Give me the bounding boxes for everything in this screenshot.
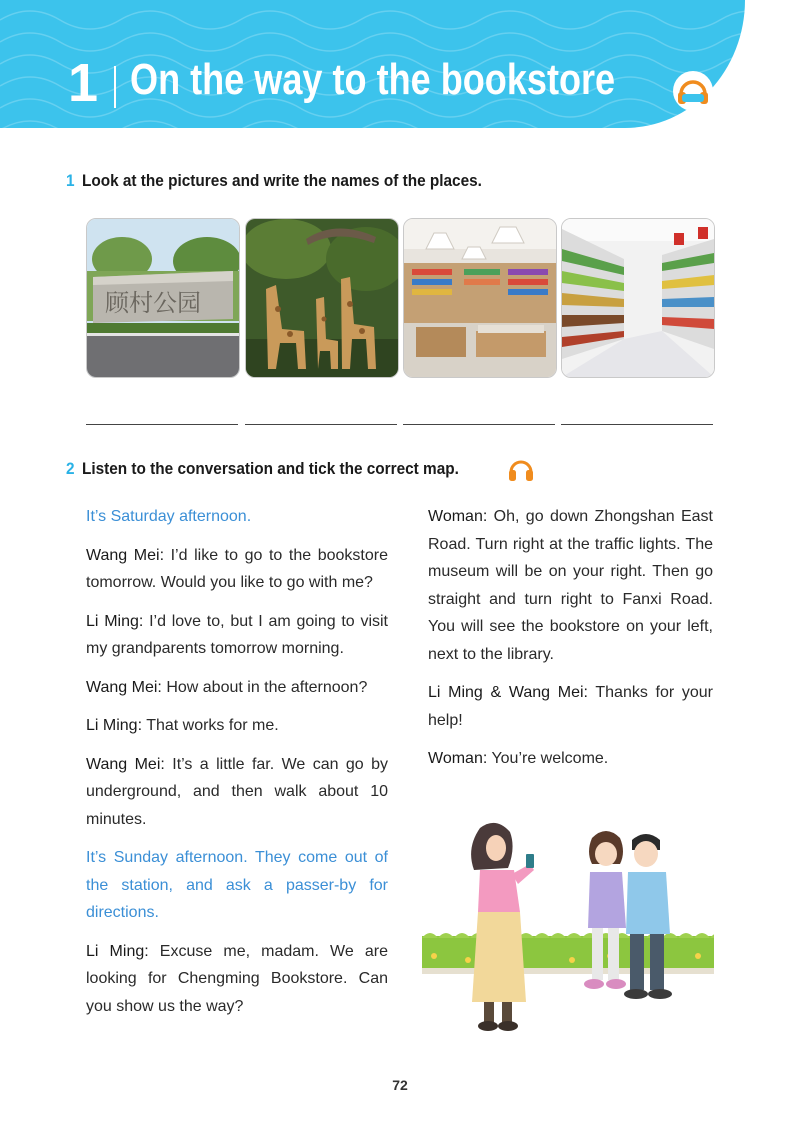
speaker-name: Li Ming: xyxy=(86,717,143,734)
zoo-giraffes-photo xyxy=(245,218,399,378)
dialogue-right-column xyxy=(428,503,713,784)
headphones-icon[interactable] xyxy=(507,456,535,487)
dialogue-line xyxy=(86,712,388,740)
answer-line-1[interactable] xyxy=(86,424,238,425)
speaker-name: Li Ming: xyxy=(86,942,149,960)
supermarket-aisle-photo xyxy=(561,218,715,378)
section-1-instruction: Look at the pictures and write the names of the places. xyxy=(81,172,482,190)
speaker-name: Li Ming & Wang Mei: xyxy=(428,684,588,701)
dialogue-left-column xyxy=(86,503,388,1031)
dialogue-text: It’s a little far. We can go by underground, and then walk about 10 minutes. xyxy=(86,755,389,828)
dialogue-line xyxy=(428,679,713,734)
section-1-heading xyxy=(66,173,482,190)
dialogue-line xyxy=(428,745,713,773)
headphones-icon[interactable] xyxy=(672,70,714,117)
section-2-number: 2 xyxy=(66,460,75,478)
page-title: On the way to the bookstore xyxy=(130,55,616,104)
dialogue-line xyxy=(428,503,713,668)
unit-number: 1 xyxy=(68,53,97,113)
dialogue-text: Excuse me, madam. We are looking for Chengming Bookstore. Can you show us the way? xyxy=(86,942,388,1015)
speaker-name: Wang Mei: xyxy=(86,678,162,696)
woman-and-two-children-illustration xyxy=(422,818,714,1043)
bookstore-interior-photo xyxy=(403,218,557,378)
dialogue-text: You’re welcome. xyxy=(487,750,609,767)
dialogue-text: Oh, go down Zhongshan East Road. Turn right at the traffic lights. The museum will be on your right. Then go straight and turn right to Fanxi Road. You will see the bookstore on your left, next to the library. xyxy=(428,508,713,663)
park-sign-text: 顾村公园 xyxy=(105,289,201,317)
dialogue-line xyxy=(86,608,388,663)
answer-line-2[interactable] xyxy=(245,424,397,425)
speaker-name: Li Ming: xyxy=(86,612,144,630)
section-2-heading xyxy=(66,461,459,478)
answer-line-3[interactable] xyxy=(403,424,555,425)
speaker-name: Wang Mei: xyxy=(86,546,165,564)
narration: It’s Saturday afternoon. xyxy=(86,508,252,525)
dialogue-line xyxy=(86,542,388,597)
dialogue-line xyxy=(86,674,388,702)
dialogue-text: How about in the afternoon? xyxy=(161,678,368,696)
dialogue-text: That works for me. xyxy=(142,717,279,734)
speaker-name: Woman: xyxy=(428,750,488,767)
speaker-name: Wang Mei: xyxy=(86,755,165,773)
dialogue-text: I’d like to go to the bookstore tomorrow. Would you like to go with me? xyxy=(86,546,389,591)
section-1-number: 1 xyxy=(66,172,75,190)
speaker-name: Woman: xyxy=(428,508,488,525)
dialogue-line xyxy=(86,751,388,834)
title-divider xyxy=(114,66,116,108)
page-number: 72 xyxy=(392,1077,408,1093)
narration: It’s Sunday afternoon. They come out of the station, and ask a passer-by for directions. xyxy=(86,849,388,921)
park-gate-photo xyxy=(86,218,240,378)
dialogue-line xyxy=(86,938,388,1021)
answer-line-4[interactable] xyxy=(561,424,713,425)
dialogue-text: I’d love to, but I am going to visit my grandparents tomorrow morning. xyxy=(86,612,388,657)
dialogue-text: Thanks for your help! xyxy=(428,684,714,729)
section-2-instruction: Listen to the conversation and tick the correct map. xyxy=(81,460,459,478)
